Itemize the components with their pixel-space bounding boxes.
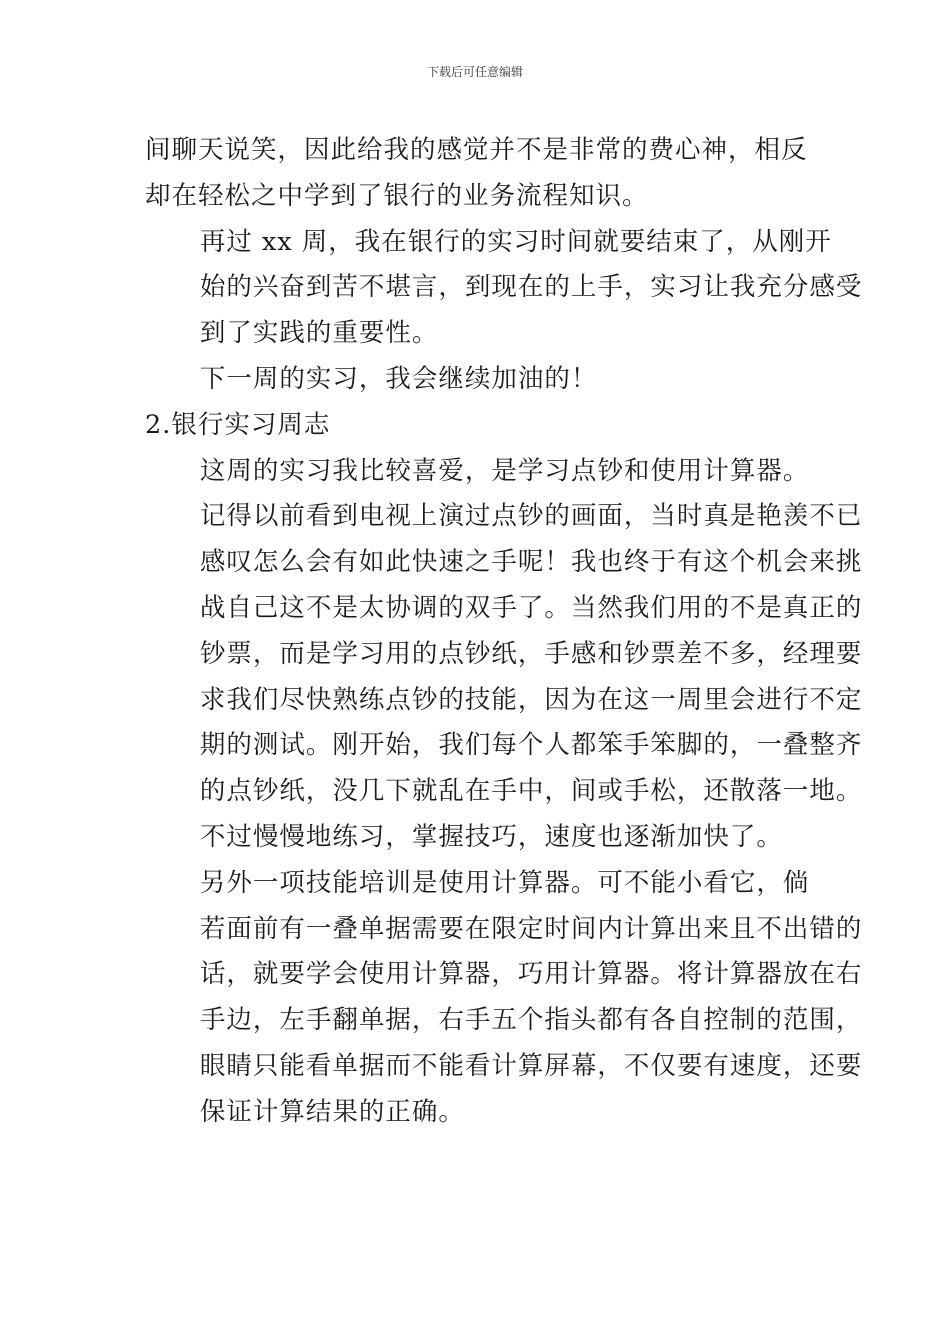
text-line: 下一周的实习，我会继续加油的！ [199, 363, 598, 394]
text-line: 这周的实习我比较喜爱，是学习点钞和使用计算器。 [199, 455, 810, 486]
text-line: 手边，左手翻单据，右手五个指头都有各自控制的范围， [199, 1005, 863, 1036]
paragraph-counting-money [145, 449, 863, 861]
page-header: 下载后可任意编辑 [426, 65, 523, 79]
text-line: 记得以前看到电视上演过点钞的画面，当时真是艳羡不已 [199, 501, 863, 532]
text-line: 话，就要学会使用计算器，巧用计算器。将计算器放在右 [199, 959, 863, 990]
text-line: 钞票，而是学习用的点钞纸，手感和钞票差不多，经理要 [199, 638, 863, 669]
text-line: 保证计算结果的正确。 [199, 1096, 465, 1127]
paragraph-calculator [145, 861, 863, 1136]
text-line: 却在轻松之中学到了银行的业务流程知识。 [145, 180, 649, 211]
text-line: 战自己这不是太协调的双手了。当然我们用的不是真正的 [199, 592, 863, 623]
text-line: 求我们尽快熟练点钞的技能，因为在这一周里会进行不定 [199, 684, 863, 715]
text-line: 再过 xx 周，我在银行的实习时间就要结束了，从刚开 [199, 226, 832, 257]
paragraph-next-week [145, 357, 810, 403]
text-line: 眼睛只能看单据而不能看计算屏幕，不仅要有速度，还要 [199, 1050, 863, 1081]
text-line: 到了实践的重要性。 [199, 318, 439, 349]
section-heading [145, 403, 810, 449]
text-line: 间聊天说笑，因此给我的感觉并不是非常的费心神，相反 [145, 135, 808, 165]
text-line: 若面前有一叠单据需要在限定时间内计算出来且不出错的 [199, 913, 863, 944]
text-line: 始的兴奋到苦不堪言，到现在的上手，实习让我充分感受 [199, 272, 863, 303]
text-line: 期的测试。刚开始，我们每个人都笨手笨脚的，一叠整齐 [199, 730, 863, 761]
text-line: 不过慢慢地练习，掌握技巧，速度也逐渐加快了。 [199, 821, 783, 852]
paragraph-continuation [145, 128, 810, 220]
text-line: 感叹怎么会有如此快速之手呢！我也终于有这个机会来挑 [199, 547, 863, 578]
paragraph-internship-ending [145, 220, 863, 357]
document-body [145, 128, 863, 1136]
text-line: 的点钞纸，没几下就乱在手中，间或手松，还散落一地。 [199, 776, 863, 807]
heading-text: 2.银行实习周志 [145, 409, 331, 440]
text-line: 另外一项技能培训是使用计算器。可不能小看它，倘 [199, 867, 810, 898]
